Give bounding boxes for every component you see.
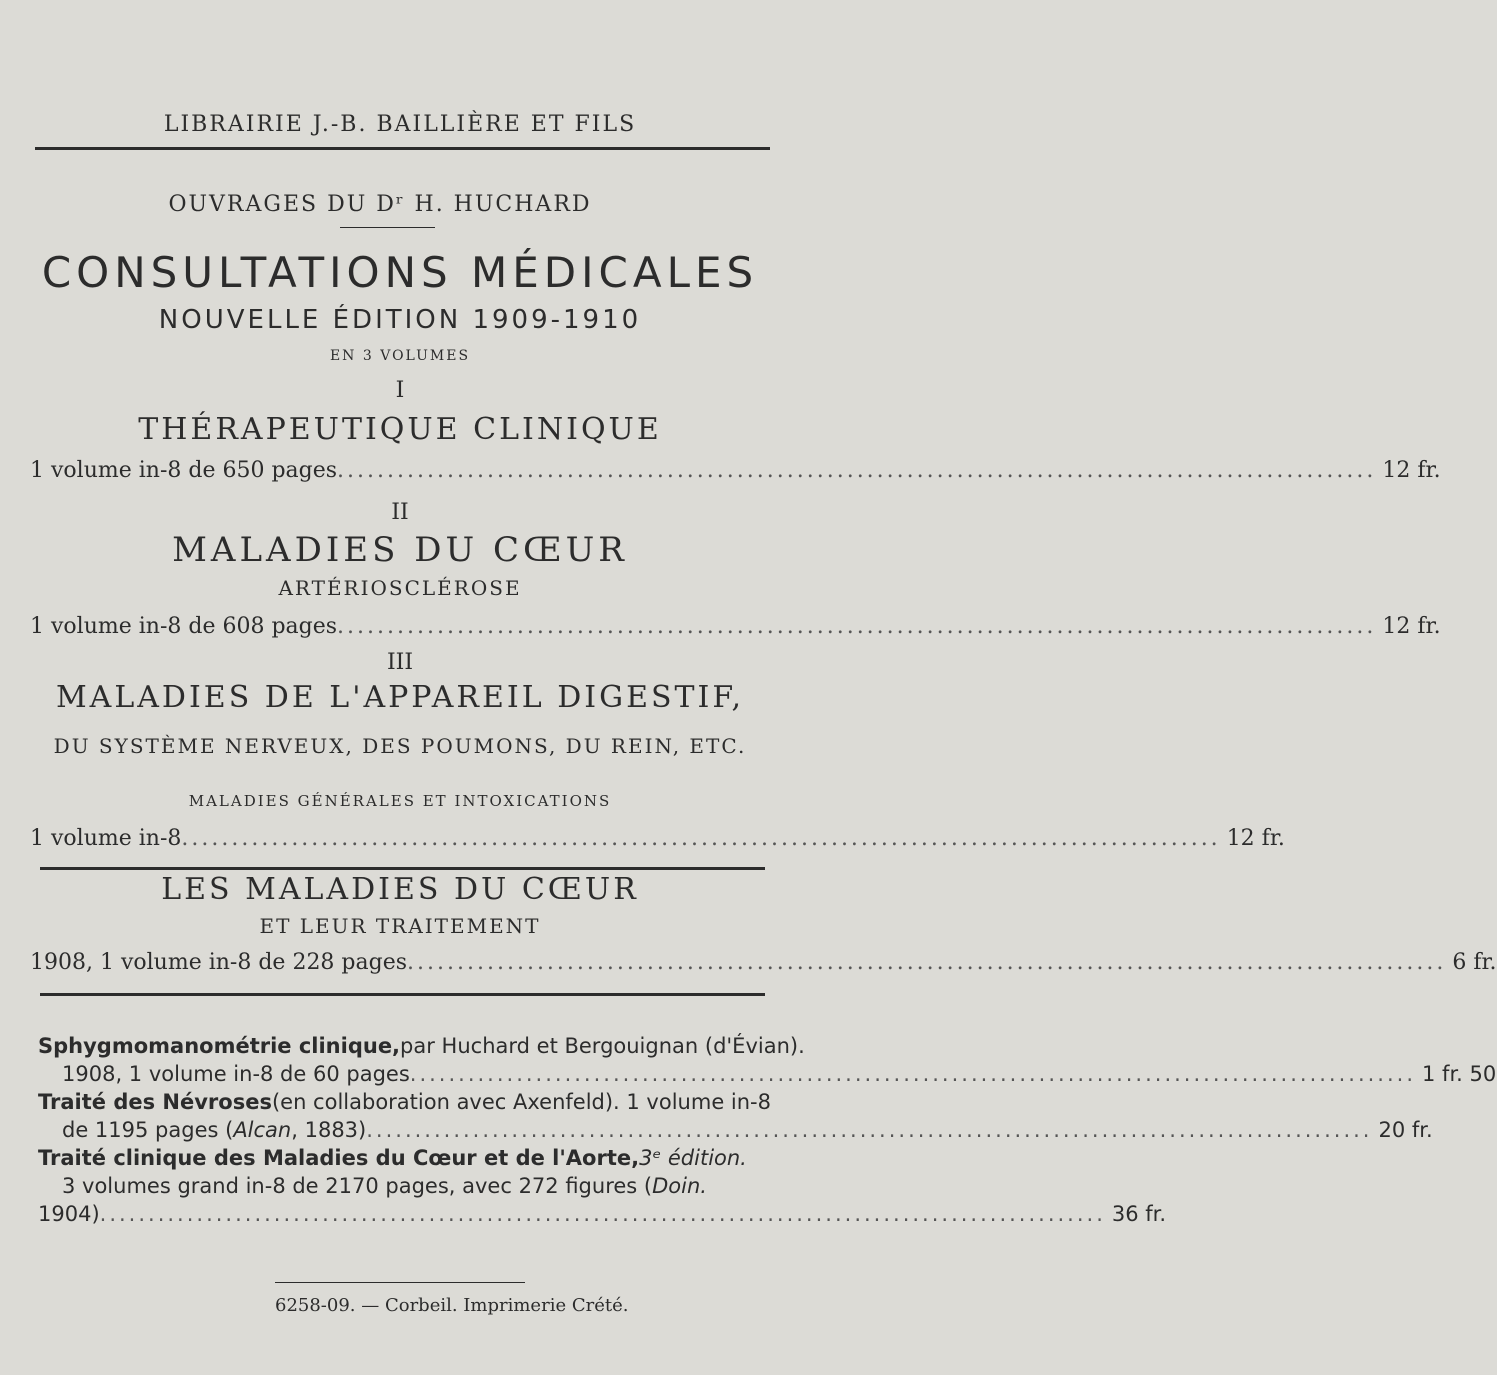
top-rule [35,147,770,150]
leader-dots: ........................................................................................................ [366,1118,1373,1142]
author-heading: OUVRAGES DU Dʳ H. HUCHARD [168,192,592,217]
leader-dots: ........................................................................................................ [99,1202,1106,1226]
vol3-desc: 1 volume in-8 [30,826,182,851]
nevroses-line2 [38,1116,1433,1144]
sphygmo-price: 1 fr. 50 [1422,1062,1497,1086]
nevroses-rest: (en collaboration avec Axenfeld). 1 volume in-8 [271,1090,771,1114]
leader-dots: ........................................................................................................ [337,614,1377,639]
maladies-coeur-subtitle: ET LEUR TRAITEMENT [259,914,541,938]
traite-line2 [38,1172,768,1200]
nevroses-desc-a: de 1195 pages ( [62,1118,234,1142]
vol1-title: THÉRAPEUTIQUE CLINIQUE [138,412,662,447]
nevroses-price: 20 fr. [1378,1118,1433,1142]
maladies-coeur-desc: 1908, 1 volume in-8 de 228 pages [30,950,408,975]
lower-rule [40,993,765,996]
traite-line2-text: 3 volumes grand in-8 de 2170 pages, avec 272 figures ( [62,1174,653,1198]
volumes-note: EN 3 VOLUMES [329,348,471,364]
edition-heading: NOUVELLE ÉDITION 1909-1910 [158,305,642,335]
traite-title: Traité clinique des Maladies du Cœur et de l'Aorte, [38,1146,640,1170]
sphygmo-line2 [38,1060,1497,1088]
vol3-entry [30,826,1285,851]
maladies-coeur-entry [30,950,1497,975]
traite-publisher: Doin. [652,1174,707,1198]
vol2-price: 12 fr. [1382,614,1441,639]
vol3-price: 12 fr. [1226,826,1285,851]
vol3-title: MALADIES DE L'APPAREIL DIGESTIF, [55,680,745,715]
sphygmo-desc: 1908, 1 volume in-8 de 60 pages [62,1062,410,1086]
vol1-price: 12 fr. [1382,458,1441,483]
nevroses-title: Traité des Névroses [38,1090,272,1114]
maladies-coeur-title: LES MALADIES DU CŒUR [161,872,639,907]
traite-line3 [38,1200,1167,1228]
traite-edition: 3ᵉ édition. [639,1146,747,1170]
nevroses-line1 [38,1088,771,1116]
leader-dots: ........................................................................................................ [409,1062,1417,1086]
traite-line3-text: 1904) [38,1202,100,1226]
leader-dots: ........................................................................................................ [337,458,1377,483]
printer-footer: 6258-09. — Corbeil. Imprimerie Crété. [275,1295,629,1316]
publisher-heading: LIBRAIRIE J.-B. BAILLIÈRE ET FILS [163,112,637,137]
other-works-list [38,1032,1497,1228]
traite-line1 [38,1144,768,1172]
vol2-entry [30,614,1441,639]
vol2-desc: 1 volume in-8 de 608 pages [30,614,338,639]
vol3-numeral: III [386,650,414,675]
maladies-coeur-price: 6 fr. [1452,950,1497,975]
sphygmo-authors: par Huchard et Bergouignan (d'Évian). [400,1034,805,1058]
vol2-numeral: II [391,500,409,525]
vol1-desc: 1 volume in-8 de 650 pages [30,458,338,483]
sphygmo-title: Sphygmomanométrie clinique, [38,1034,401,1058]
vol1-numeral: I [395,378,405,403]
vol3-subtitle2: MALADIES GÉNÉRALES ET INTOXICATIONS [188,792,612,810]
consultations-title: CONSULTATIONS MÉDICALES [41,248,759,297]
leader-dots: ........................................................................................................ [407,950,1447,975]
nevroses-desc-b: , 1883) [291,1118,367,1142]
footer-rule [275,1282,525,1283]
leader-dots: ........................................................................................................ [181,826,1221,851]
middle-rule [40,867,765,870]
vol3-subtitle: DU SYSTÈME NERVEUX, DES POUMONS, DU REIN, ETC. [53,734,747,758]
vol2-title: MALADIES DU CŒUR [172,530,628,570]
nevroses-publisher: Alcan [233,1118,292,1142]
traite-price: 36 fr. [1111,1202,1167,1226]
short-rule [340,227,435,228]
vol2-subtitle: ARTÉRIOSCLÉROSE [278,576,522,600]
vol1-entry [30,458,1441,483]
sphygmo-line1 [38,1032,805,1060]
